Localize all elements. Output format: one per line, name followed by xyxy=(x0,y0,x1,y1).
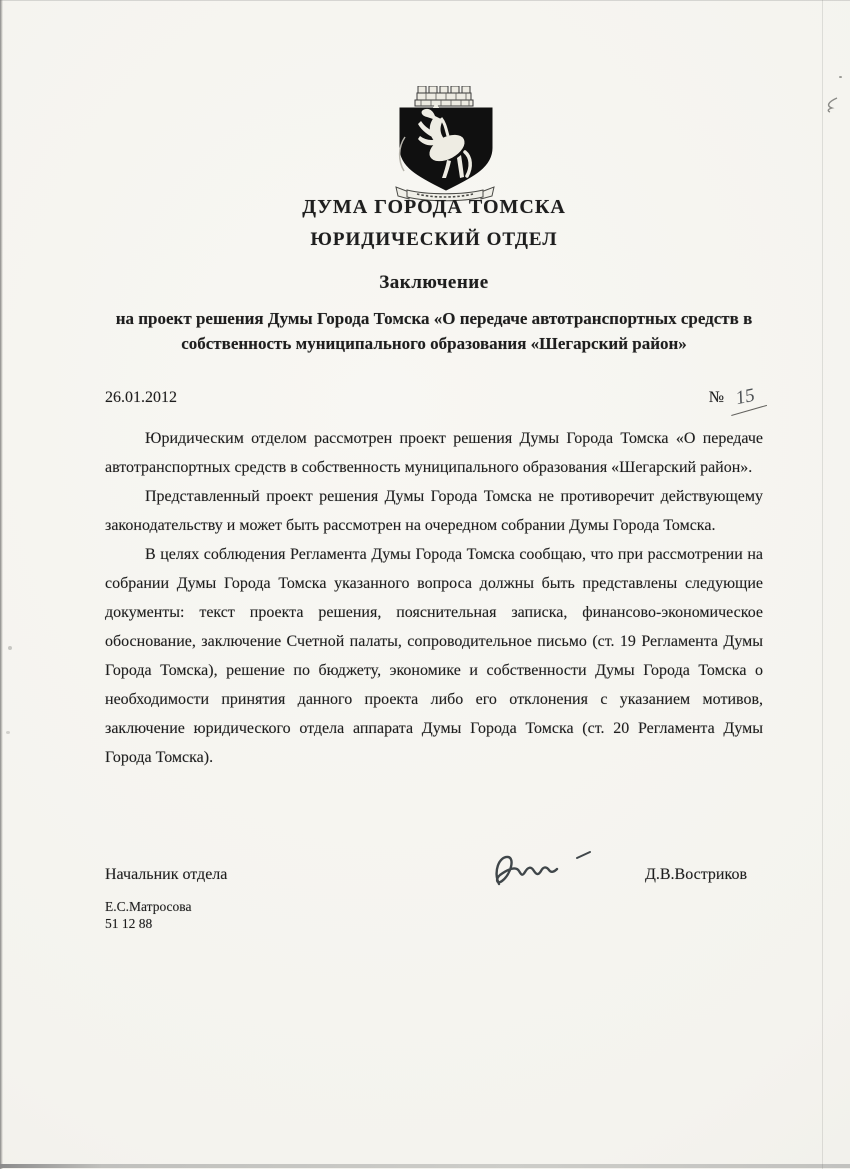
paragraph-3: В целях соблюдения Регламента Думы Города Томска сообщаю, что при рассмотрении на собрании Думы Города Томска указанного вопроса должны быть представлены следующие документы: текст проекта решения, пояснительная записка, финансово-экономическое обоснование, заключение Счетной палаты, сопроводительное письмо (ст. 19 Регламента Думы Города Томска), решение по бюджету, экономике и собственности Думы Города Томска о необходимости принятия данного проекта либо его отклонения с указанием мотивов, заключение юридического отдела аппарата Думы Города Томска (ст. 20 Регламента Думы Города Томска). xyxy=(105,546,763,766)
document-type-title: Заключение xyxy=(379,272,489,293)
handwritten-number: 15 xyxy=(732,383,763,412)
executor-block xyxy=(105,898,191,932)
scan-page-edge-right xyxy=(822,0,823,1169)
document-subject: на проект решения Думы Города Томска «О передаче автотранспортных средств в собственность муниципального образования «Шегарский район» xyxy=(115,309,753,353)
coat-of-arms-icon xyxy=(393,86,497,204)
signer-position: Начальник отдела xyxy=(105,866,228,883)
meta-row xyxy=(105,386,765,410)
scan-edge-bottom xyxy=(0,1164,850,1168)
scan-speck xyxy=(8,646,12,650)
scan-mark-squiggle xyxy=(823,95,843,115)
scan-edge-left xyxy=(0,0,3,1169)
organization-name: ДУМА ГОРОДА ТОМСКА xyxy=(302,196,566,218)
tomsk-emblem-svg xyxy=(393,86,497,204)
scan-mark-arc xyxy=(395,135,407,173)
document-date: 26.01.2012 xyxy=(105,389,177,406)
executor-phone: 51 12 88 xyxy=(105,916,153,931)
signer-name: Д.В.Востриков xyxy=(644,866,747,883)
number-sign-label: № xyxy=(708,389,724,406)
document-body xyxy=(105,424,763,772)
document-number xyxy=(709,386,765,410)
mural-crown-icon xyxy=(415,86,473,106)
executor-name: Е.С.Матросова xyxy=(105,899,192,914)
scan-edge-top xyxy=(0,0,850,1)
scan-speck xyxy=(6,731,10,734)
department-name: ЮРИДИЧЕСКИЙ ОТДЕЛ xyxy=(310,229,558,250)
paragraph-1: Юридическим отделом рассмотрен проект решения Думы Города Томска «О передаче автотранспортных средств в собственность муниципального образования «Шегарский район». xyxy=(105,430,763,476)
paragraph-2: Представленный проект решения Думы Города Томска не противоречит действующему законодательству и может быть рассмотрен на очередном собрании Думы Города Томска. xyxy=(105,488,763,534)
handwritten-signature xyxy=(477,844,607,896)
scan-speck xyxy=(839,76,842,78)
